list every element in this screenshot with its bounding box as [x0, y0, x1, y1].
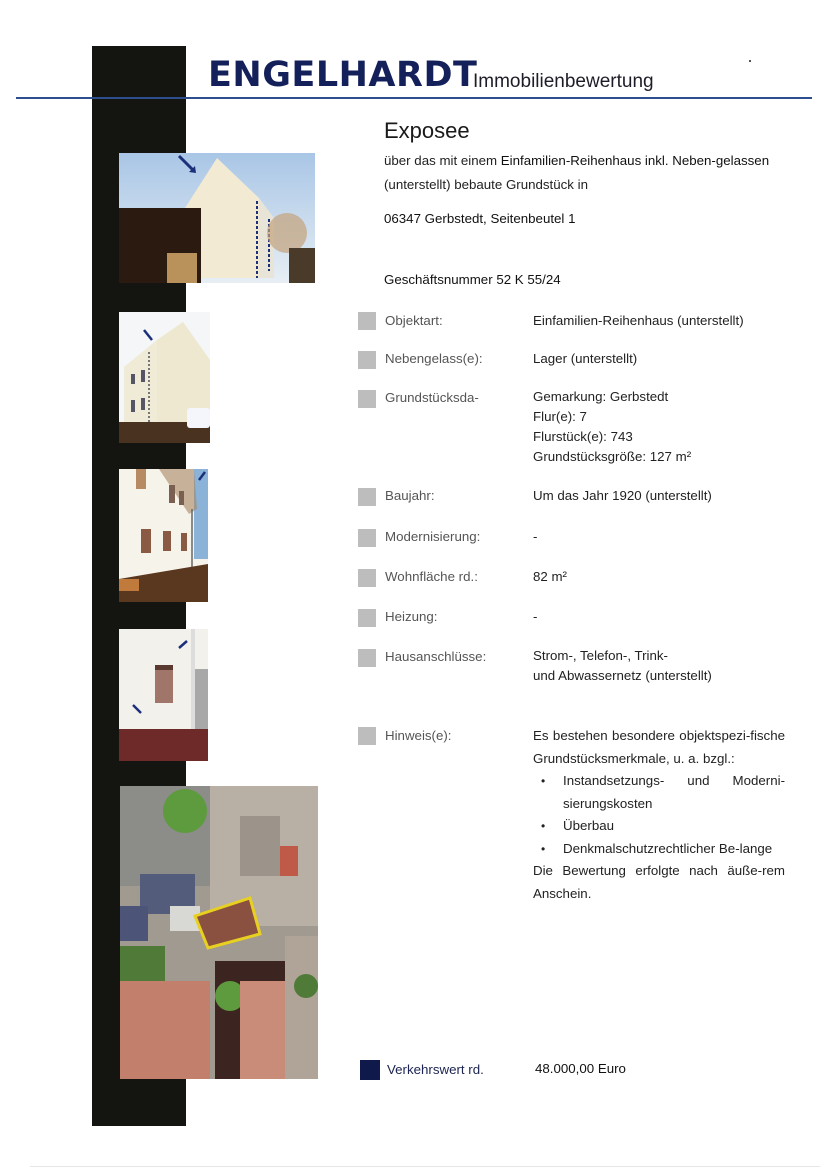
intro-highlight: Einfamilien-Reihenhaus inkl. Neben-gelassen — [500, 153, 770, 168]
value-flurstueck: Flurstück(e): 743 — [533, 429, 633, 444]
hinweis-outro: Die Bewertung erfolgte nach äuße-rem Anschein. — [533, 863, 785, 901]
value-objektart: Einfamilien-Reihenhaus (unterstellt) — [533, 313, 744, 328]
verkehrswert-value: 48.000,00 Euro — [535, 1061, 626, 1076]
label-grundstuecksdaten: Grundstücksda- — [385, 390, 479, 405]
bullet-square — [358, 529, 376, 547]
verkehrswert-label: Verkehrswert rd. — [387, 1062, 484, 1077]
label-baujahr: Baujahr: — [385, 488, 435, 503]
property-address: 06347 Gerbstedt, Seitenbeutel 1 — [384, 211, 576, 226]
value-wohnflaeche: 82 m² — [533, 569, 567, 584]
photo-wall-detail — [119, 629, 208, 761]
value-flur: Flur(e): 7 — [533, 409, 587, 424]
value-baujahr: Um das Jahr 1920 (unterstellt) — [533, 488, 712, 503]
value-hausanschluesse-line2: und Abwassernetz (unterstellt) — [533, 668, 712, 683]
bullet-square — [358, 569, 376, 587]
photo-side-view — [119, 312, 210, 443]
bullet-square — [358, 390, 376, 408]
label-hinweis: Hinweis(e): — [385, 728, 452, 743]
value-hausanschluesse — [533, 646, 712, 686]
bullet-square — [358, 312, 376, 330]
photo-gable-view — [119, 153, 315, 283]
header-divider — [16, 97, 812, 99]
photo-street-facade — [119, 469, 208, 602]
scan-edge-line — [30, 1166, 820, 1167]
hinweis-intro: Es bestehen besondere objektspezi-fische Grundstücksmerkmale, u. a. bzgl.: — [533, 728, 785, 766]
intro-prefix: über das mit einem — [384, 153, 501, 168]
scan-artifact — [749, 60, 751, 62]
hinweis-text — [533, 725, 785, 905]
hinweis-item: • Denkmalschutzrechtlicher Be-lange — [563, 838, 785, 861]
hinweis-list — [533, 770, 785, 860]
value-modernisierung: - — [533, 529, 538, 544]
brand-subtitle: Immobilienbewertung — [473, 71, 654, 92]
value-gemarkung: Gemarkung: Gerbstedt — [533, 389, 669, 404]
verkehrswert-square — [360, 1060, 380, 1080]
bullet-square — [358, 649, 376, 667]
value-grundstuecksdaten — [533, 387, 691, 467]
intro-text — [384, 149, 794, 197]
value-nebengelass: Lager (unterstellt) — [533, 351, 638, 366]
value-hausanschluesse-line1: Strom-, Telefon-, Trink- — [533, 648, 668, 663]
label-nebengelass: Nebengelass(e): — [385, 351, 483, 366]
label-objektart: Objektart: — [385, 313, 443, 328]
page-title: Exposee — [384, 118, 470, 143]
bullet-square — [358, 727, 376, 745]
label-wohnflaeche: Wohnfläche rd.: — [385, 569, 478, 584]
label-hausanschluesse: Hausanschlüsse: — [385, 649, 487, 664]
bullet-square — [358, 351, 376, 369]
hinweis-item: • Überbau — [563, 815, 785, 838]
bullet-square — [358, 488, 376, 506]
brand-logo: ENGELHARDT — [208, 55, 478, 95]
value-heizung: - — [533, 609, 538, 624]
label-modernisierung: Modernisierung: — [385, 529, 481, 544]
bullet-square — [358, 609, 376, 627]
case-number: Geschäftsnummer 52 K 55/24 — [384, 272, 561, 287]
value-grundstuecksgroesse: Grundstücksgröße: 127 m² — [533, 449, 692, 464]
intro-suffix: (unterstellt) bebaute Grundstück in — [384, 177, 588, 192]
hinweis-item: • Instandsetzungs- und Moderni-sierungskosten — [563, 770, 785, 815]
label-heizung: Heizung: — [385, 609, 438, 624]
photo-aerial — [120, 786, 318, 1079]
